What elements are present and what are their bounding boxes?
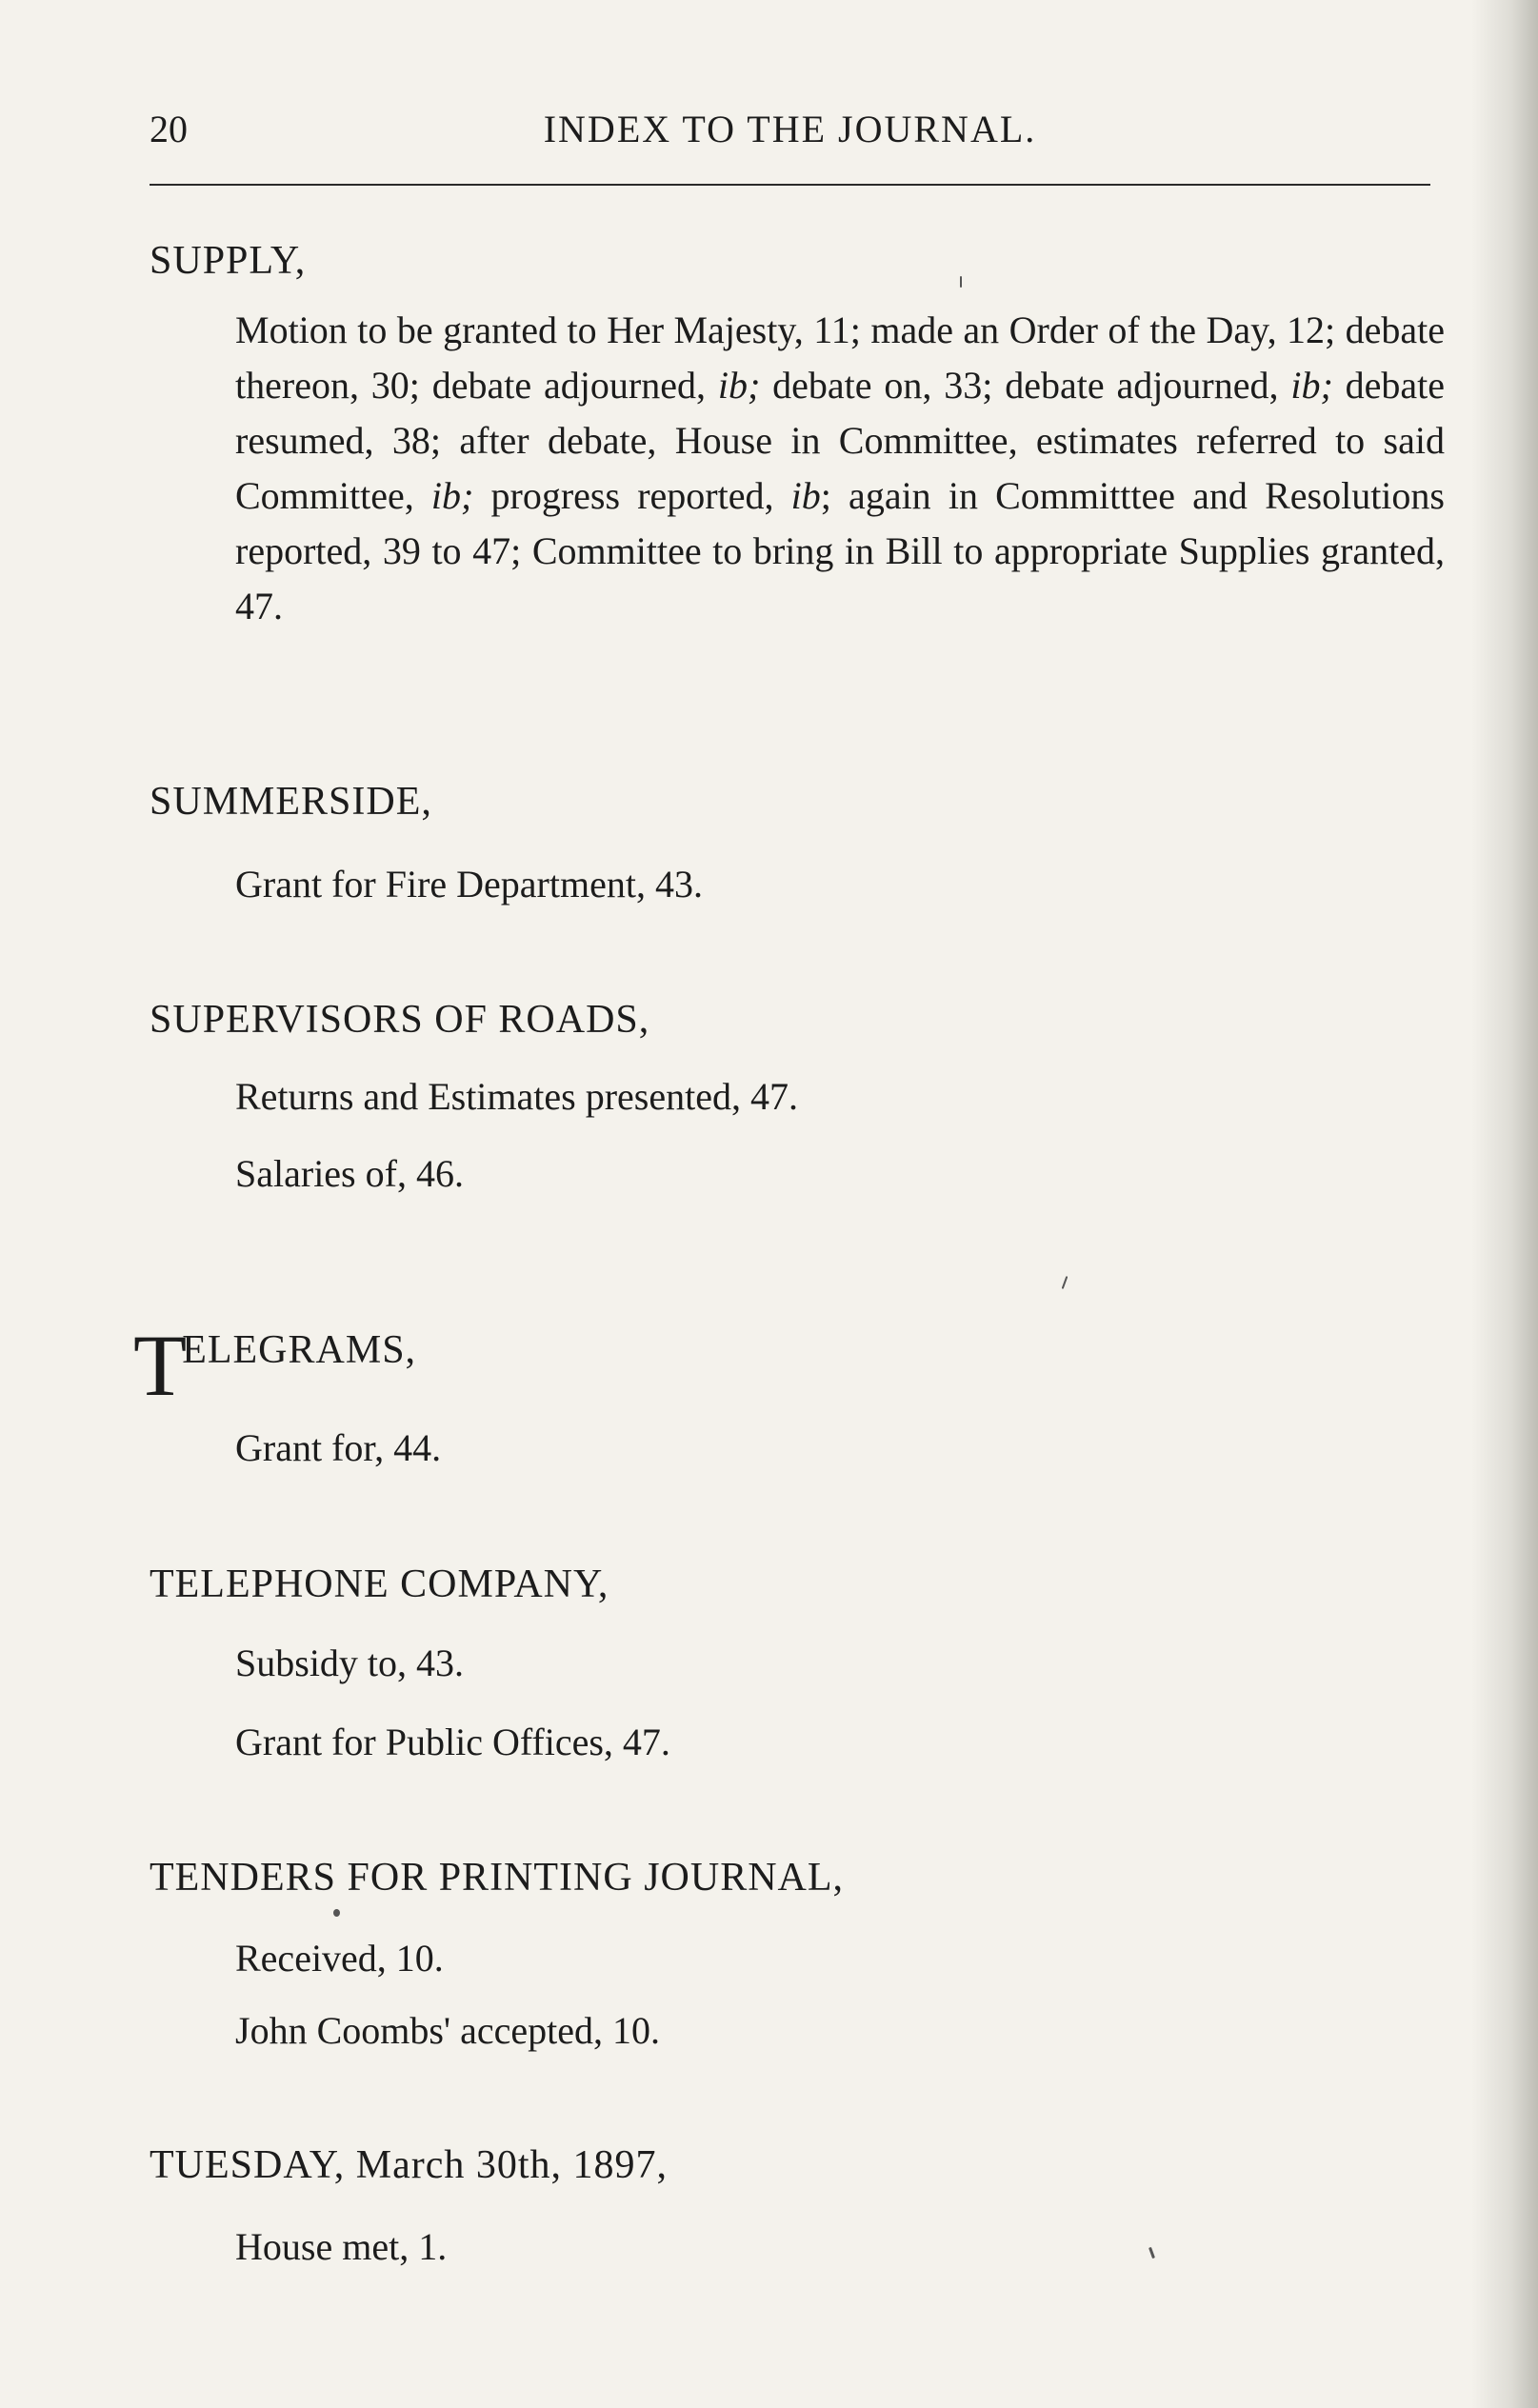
header-rule	[150, 184, 1430, 186]
entry-heading-telephone: TELEPHONE COMPANY,	[150, 1562, 609, 1606]
heading-rest: ELEGRAMS,	[182, 1328, 417, 1372]
entry-heading-telegrams	[133, 1317, 417, 1414]
supply-text-part: debate on, 33; debate adjourned,	[760, 364, 1291, 407]
sub-entry: Subsidy to, 43.	[235, 1642, 465, 1684]
supply-text-part: debate resumed, 38; after debate, House in Committee, estimates referred to said Committee,	[235, 364, 1446, 517]
entry-heading-tenders: TENDERS FOR PRINTING JOURNAL,	[150, 1856, 845, 1900]
supply-text-part-italic: ib;	[430, 474, 474, 517]
entry-heading-supply: SUPPLY,	[150, 239, 307, 283]
page-header	[150, 107, 1430, 164]
supply-text-part-italic: ib	[790, 474, 821, 517]
ink-speck	[333, 1909, 340, 1917]
entry-text-supply	[235, 303, 1445, 634]
entry-heading-summerside: SUMMERSIDE,	[150, 780, 432, 824]
sub-entry: Received, 10.	[235, 1937, 444, 1980]
sub-entry: Grant for Public Offices, 47.	[235, 1721, 670, 1763]
sub-entry: House met, 1.	[235, 2225, 448, 2268]
supply-text-part-italic: ib;	[1290, 364, 1333, 407]
sub-entry: Grant for, 44.	[235, 1426, 442, 1469]
sub-entry: Returns and Estimates presented, 47.	[235, 1075, 798, 1118]
entry-heading-supervisors: SUPERVISORS OF ROADS,	[150, 998, 650, 1042]
entry-heading-tuesday: TUESDAY, March 30th, 1897,	[150, 2143, 669, 2187]
sub-entry: Salaries of, 46.	[235, 1152, 464, 1195]
ink-speck	[1149, 2247, 1155, 2259]
drop-cap-letter: T	[133, 1317, 189, 1414]
supply-text-part-italic: ib;	[717, 364, 761, 407]
supply-text-part: Motion to be granted to Her Majesty, 11; made an Order of the Day, 12; debate thereon, 30; debate adjourned,	[235, 308, 1445, 407]
supply-text-part: ; again in Committtee and Resolutions reported, 39 to 47; Committee to bring in Bill to appropriate Supplies granted, 47.	[235, 474, 1445, 627]
running-title: INDEX TO THE JOURNAL.	[543, 108, 1037, 150]
page-number: 20	[150, 108, 188, 150]
supply-text-part: progress reported,	[473, 474, 791, 517]
ink-speck	[1062, 1276, 1069, 1289]
ink-speck	[960, 276, 962, 288]
sub-entry: Grant for Fire Department, 43.	[235, 863, 703, 905]
page-edge-shadow	[1471, 0, 1538, 2408]
sub-entry: John Coombs' accepted, 10.	[235, 2009, 661, 2052]
